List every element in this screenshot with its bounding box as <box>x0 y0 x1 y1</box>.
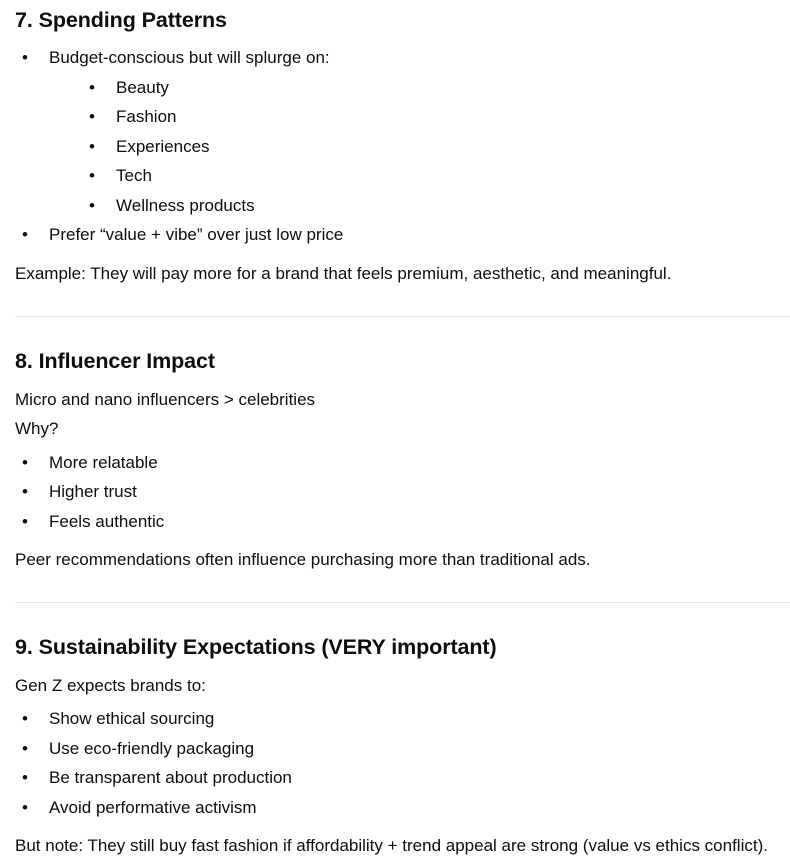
bullet-text-budget: Budget-conscious but will splurge on: <box>49 48 330 67</box>
list-item: • Feels authentic <box>15 507 790 537</box>
sub-list-item: • Tech <box>82 161 790 191</box>
document-body <box>15 0 790 860</box>
section-8-note: Peer recommendations often influence purchasing more than traditional ads. <box>15 550 591 569</box>
section-9-list <box>15 704 790 822</box>
section-9-intro: Gen Z expects brands to: <box>15 676 206 695</box>
sub-list-item: • Fashion <box>82 102 790 132</box>
section-7-heading: 7. Spending Patterns <box>15 8 227 32</box>
list-item <box>15 43 790 220</box>
section-8-intro-line-2: Why? <box>15 418 59 438</box>
splurge-sublist <box>82 73 790 221</box>
divider <box>15 602 790 603</box>
section-8-intro-line-1: Micro and nano influencers > celebrities <box>15 389 316 409</box>
sub-list-item: • Wellness products <box>82 191 790 221</box>
list-item: • Use eco-friendly packaging <box>15 734 790 764</box>
section-9-heading: 9. Sustainability Expectations (VERY important) <box>15 635 497 659</box>
list-item: • More relatable <box>15 448 790 478</box>
list-item: • Be transparent about production <box>15 763 790 793</box>
list-item: • Show ethical sourcing <box>15 704 790 734</box>
sub-list-item: • Experiences <box>82 132 790 162</box>
sub-list-item: • Beauty <box>82 73 790 103</box>
section-7-list <box>15 43 790 250</box>
list-item: • Prefer “value + vibe” over just low price <box>15 220 790 250</box>
list-item: • Higher trust <box>15 477 790 507</box>
list-item: • Avoid performative activism <box>15 793 790 823</box>
section-9-note: But note: They still buy fast fashion if affordability + trend appeal are strong (value vs ethics conflict). <box>15 836 768 855</box>
divider <box>15 316 790 317</box>
section-8-list <box>15 448 790 537</box>
section-8-heading: 8. Influencer Impact <box>15 348 215 373</box>
section-7-example: Example: They will pay more for a brand that feels premium, aesthetic, and meaningful. <box>15 263 672 283</box>
